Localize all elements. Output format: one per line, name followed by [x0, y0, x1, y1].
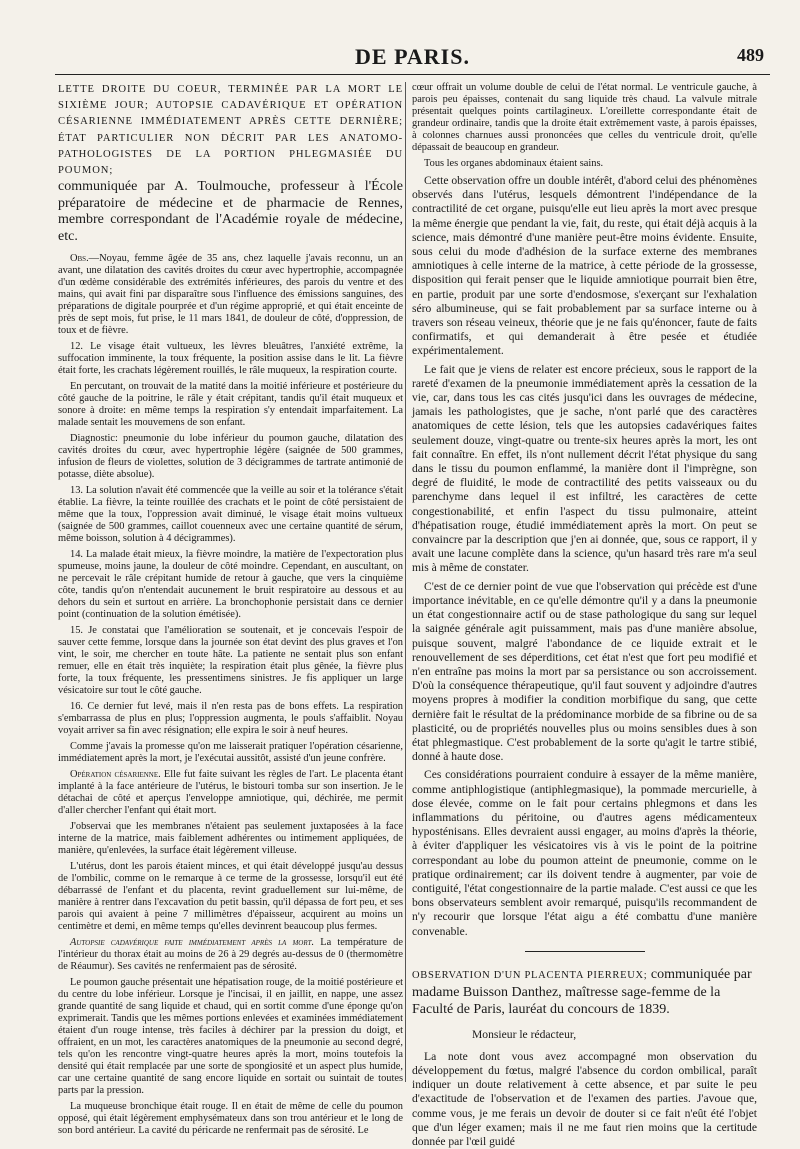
promise-paragraph: Comme j'avais la promesse qu'on me laisserait pratiquer l'opération césarienne, immédiatement après la mort, je l'exécutai aussitôt, assisté d'un jeune confrère.: [58, 741, 403, 765]
page-header: [55, 40, 770, 75]
membranes-paragraph: J'observai que les membranes n'étaient pas seulement juxtaposées à la face interne de la matrice, mais faiblement adhérentes ou intimement appliquées, de manière, qu'enlevées, la surface était légèrement villeuse.: [58, 821, 403, 857]
rarity-paragraph: Le fait que je viens de relater est encore précieux, sous le rapport de la rareté d'examen de la pneumonie immédiatement après la cessation de la vie, car, dans tous les cas cités jusqu'ici dans les ouvrages de médecine, jamais les pathologistes, que je sache, n'ont parlé que des caractères anatomiques de cette lésion, tels que les autopsies cadavériques faites seulement douze, vingt-quatre ou trente-six heures après la mort, les ont fait connaître. En effet, ils n'ont nullement décrit l'état physique du sang dans le tissu du poumon enflammé, la manière dont il l'imprègne, son degré de fluidité, le mode de contractilité des petits vaisseaux ou du parenchyme dans lequel il est infiltré, les caractères de cette congestionabilité, et enfin l'aspect du tissu pulmonaire, atteint d'hépatisation rouge, étudié immédiatement après la mort. On peut se convaincre par la description que j'en ai donnée, que, sous ce rapport, il y avait une lacune complète dans la science, qu'un hasard très rare m'a seul mis à même de constater.: [412, 362, 757, 575]
day-16-paragraph: 16. Ce dernier fut levé, mais il n'en resta pas de bons effets. La respiration s'embarrassa de plus en plus; l'oppression augmenta, le pouls s'affaiblit. Noyau voyait arriver sa fin avec résignation; elle expira le soir à neuf heures.: [58, 701, 403, 737]
day-12-paragraph: 12. Le visage était vultueux, les lèvres bleuâtres, l'anxiété extrême, la suffocation imminente, la toux fréquente, la position assise dans le lit. La fièvre était forte, les crachats légèrement rouillés, le râle muqueux, la respiration courte.: [58, 341, 403, 377]
right-column: [412, 82, 757, 1148]
operation-label: Opération césarienne.: [70, 769, 161, 781]
obs-paragraph: [58, 253, 403, 337]
second-title-caps: OBSERVATION D'UN PLACENTA PIERREUX;: [412, 969, 648, 981]
interest-paragraph: Cette observation offre un double intérêt, d'abord celui des phénomènes observés dans l'utérus, lesquels démontrent l'indépendance de la contractilité de cet organe, puisqu'elle eut lieu après la mort avec presque la même énergie que pendant la vie, fait, du reste, qui était déjà acquis à la science, mais démontré d'une manière peut-être moins évidente. Ensuite, sous celui du mode d'adhésion de la surface externe des membranes amniotiques à celle interne de la matrice, à cette période de la grossesse, disposition qui ferait penser que le liquide amniotique pourrait bien être, en partie, produit par une sorte d'endosmose, s'exerçant sur l'exhalation séro albumineuse, qui se fait probablement par sa surface interne ou à travers son réseau veineux, théorie que je ne fais qu'énoncer, faute de faits confirmatifs, et qui demanderait à être pesée et étudiée expérimentalement.: [412, 174, 757, 358]
viewpoint-paragraph: C'est de ce dernier point de vue que l'observation qui précède est d'une importance inévitable, en ce qu'elle démontre qu'il y a dans la pneumonie un état congestionnaire actif ou de stase pathologique du sang sur lequel la saignée générale agit puissamment, mais pas d'une manière absolue, puisque souvent, malgré l'abondance de ce liquide extrait et le renouvellement de ses déperditions, cet état n'est que fort peu modifié et n'en entraîne pas moins la mort par sa persistance ou son accroissement. D'où la conséquence thérapeutique, qu'il faut souvent y adjoindre d'autres moyens propres à modifier la condition morbifique du sang, que cette dernière fait le résultat de la prédominance morbide de sa fibrine ou de sa plasticité, ou de propriétés nouvelles plus ou moins sensibles dues à son état phlegmastique. C'est probablement de la sorte qu'agit le tartre stibié, donné à haute dose.: [412, 579, 757, 764]
day-13-paragraph: 13. La solution n'avait été commencée que la veille au soir et la tolérance s'était établie. La fièvre, la teinte rouillée des crachats et le point de côté persistaient de même que la toux, l'oppression avait diminué, le visage était moins vultueux (saignée de 500 grammes, caillot couenneux avec une certaine quantité de sérum, même boisson, solution à 4 décigrammes).: [58, 485, 403, 545]
operation-text: Elle fut faite suivant les règles de l'art. Le placenta étant implanté à la face antérieure de l'utérus, le bistouri tomba sur son insertion. Je le détachai de côté et aperçus l'enveloppe amniotique, qui, déchirée, me permit d'aller chercher l'enfant qui était mort.: [58, 769, 403, 817]
uterus-paragraph: L'utérus, dont les parois étaient minces, et qui était développé jusqu'au dessus de l'ombilic, comme on le remarque à ce terme de la grossesse, lorsqu'il eut été débarrassé de l'enfant et du placenta, revint graduellement sur lui-même, de manière à rentrer dans l'excavation du petit bassin, qu'il dépassa de fort peu, et ses parois qui avaient à peine 7 millimètres d'épaisseur, acquirent au moins un centimètre et demi, en même temps qu'elles devinrent beaucoup plus fermes.: [58, 861, 403, 933]
article-title-attribution: communiquée par A. Toulmouche, professeur à l'École préparatoire de médecine et de pharmacie de Rennes, membre correspondant de l'Académie royale de médecine, etc.: [58, 179, 403, 244]
operation-paragraph: [58, 769, 403, 817]
heart-paragraph: cœur offrait un volume double de celui de l'état normal. Le ventricule gauche, à parois peu épaisses, contenait du sang liquide très chaud. La valvule mitrale présentait quelques points cartilagineux. L'oreillette correspondante était de grandeur ordinaire, tandis que la droite était extrêmement vaste, à parois épaisses, à colonnes charnues aussi prononcées que celles du ventricule droit, qu'elle dépassait de beaucoup en grandeur.: [412, 82, 757, 153]
obs-label: Obs.: [70, 253, 89, 265]
percussion-paragraph: En percutant, on trouvait de la matité dans la moitié inférieure et postérieure du côté gauche de la poitrine, le râle y était crépitant, tandis qu'il était muqueux et sonore à droite: en même temps la respiration s'y entendait imparfaitement. La malade sentait les mouvemens de son enfant.: [58, 381, 403, 429]
second-article-title: [412, 966, 757, 1018]
obs-text: —Noyau, femme âgée de 35 ans, chez laquelle j'avais reconnu, un an avant, une dilatation des cavités droites du cœur avec hypertrophie, accompagnée d'un œdème considérable des extrémités inférieures, des parois du ventre et des mains, qui avait fini par disparaître sous l'influence des émissions sanguines, des préparations de digitale pourprée et d'un régime approprié, et qui était enceinte de près de sept mois, fut prise, le 11 mars 1841, de douleur de côté, d'oppression, de toux et de fièvre.: [58, 253, 403, 337]
salutation: Monsieur le rédacteur,: [472, 1027, 577, 1041]
considerations-paragraph: Ces considérations pourraient conduire à essayer de la même manière, comme antiphlogistique (antiphlegmasique), la pommade mercurielle, à dose élevée, comme on le fait pour certains phlegmons et dans les inflammations du péritoine, ou d'autres agens médicamenteux hyposténisans. Elles devraient aussi engager, au moins d'après la théorie, à éviter d'appliquer les vésicatoires vis à vis le point de la poitrine correspondant au lobe du poumon atteint de pneumonie, comme on le pratique ordinairement; car ils doivent tendre à augmenter, par voie de contiguité, l'état congestionnaire de la partie malade. C'est aussi ce que les bons observateurs semblent avoir remarqué, puisqu'ils recommandent de n'y recourir que lorsque l'état aigu a été combattu d'une manière convenable.: [412, 768, 757, 938]
left-column: [58, 82, 403, 1137]
autopsy-text: La température de l'intérieur du thorax était au moins de 26 à 29 degrés au-dessus de 0 (thermomètre de Réaumur). Ses cavités ne renfermaient pas de sérosité.: [58, 937, 403, 973]
lung-paragraph: Le poumon gauche présentait une hépatisation rouge, de la moitié postérieure et du centre du lobe inférieur. Lorsque je l'incisai, il en jaillit, en nappe, une assez grande quantité de sang liquide et chaud, qui en sortit comme d'une éponge qu'on exprimerait. Tandis que les mêmes portions enlevées et examinées immédiatement étaient d'un rouge intense, très faciles à déchirer par la pression du doigt, et offraient, en un mot, les caractères anatomiques de la pneumonie au second degré, tels qu'on les rencontre vingt-quatre heures après la mort, moins toutefois la densité qui était remplacée par une sorte de spongiosité et un aspect plus humide, car une certaine quantité de sang encore liquide en sortait ou suintait de toutes parts par la pression.: [58, 977, 403, 1097]
diagnostic-paragraph: Diagnostic: pneumonie du lobe inférieur du poumon gauche, dilatation des cavités droites du cœur, avec hypertrophie légère (saignée de 500 grammes, infusion de fleurs de violettes, solution de 3 décigrammes de tartrate antimonié de potasse, diète absolue).: [58, 433, 403, 481]
column-divider: [405, 82, 406, 1082]
running-title: DE PARIS.: [355, 44, 470, 69]
autopsy-paragraph: [58, 937, 403, 973]
article-title-caps: LETTE DROITE DU COEUR, TERMINÉE PAR LA MORT LE SIXIÈME JOUR; AUTOPSIE CADAVÉRIQUE ET OPÉRATION CÉSARIENNE IMMÉDIATEMENT APRÈS CETTE DERNIÈRE; ÉTAT PARTICULIER NON DÉCRIT PAR LES ANATOMO-PATHOLOGISTES DE LA PORTION PHLEGMASIÉE DU POUMON;: [58, 84, 403, 177]
section-separator: [525, 951, 645, 952]
page-number: 489: [737, 45, 764, 65]
day-14-paragraph: 14. La malade était mieux, la fièvre moindre, la matière de l'expectoration plus spumeuse, moins jaune, la douleur de côté moindre. Cependant, en auscultant, on ne percevait le râle crépitant humide de retour à gauche, que vers la cinquième côte, tandis qu'on n'entendait aucunement le bruit respiratoire au dessous et au dehors du sein et surtout en arrière. La bronchophonie persistait dans ce dernier point (continuation de la solution émétisée).: [58, 549, 403, 621]
day-15-paragraph: 15. Je constatai que l'amélioration se soutenait, et je concevais l'espoir de sauver cette femme, lorsque dans la journée son état devint des plus graves et l'on vint, le soir, me chercher en toute hâte. La patiente ne sentait plus son enfant remuer, elle en était très inquiète; la respiration était plus gênée, la fièvre plus forte, la toux fréquente, les pressentimens sinistres. Je fis appliquer un large vésicatoire sur tout le côté gauche.: [58, 625, 403, 697]
bronchi-paragraph: La muqueuse bronchique était rouge. Il en était de même de celle du poumon opposé, qui était légèrement emphysémateux dans son trou antérieur et le long de son bord antérieur. La cavité du péricarde ne renfermait pas de sérosité. Le: [58, 1101, 403, 1137]
second-title-attribution: communiquée par madame Buisson Danthez, maîtresse sage-femme de la Faculté de Paris, lauréat du concours de 1839.: [412, 966, 752, 1017]
autopsy-label: Autopsie cadavérique faite immédiatement après la mort.: [70, 937, 315, 949]
abdomen-paragraph: Tous les organes abdominaux étaient sains.: [424, 158, 604, 169]
letter-paragraph: La note dont vous avez accompagné mon observation du développement du fœtus, malgré l'absence du cordon ombilical, paraît indiquer un doute relativement à cette absence, et par suite le peu d'exactitude de l'observation et de l'examen des parties. J'avoue que, comme vous, je me ferais un devoir de douter si ce fait n'eût été l'objet que d'un léger examen; mais il ne me faut rien moins que la certitude donnée par l'œil guidé: [412, 1049, 757, 1148]
